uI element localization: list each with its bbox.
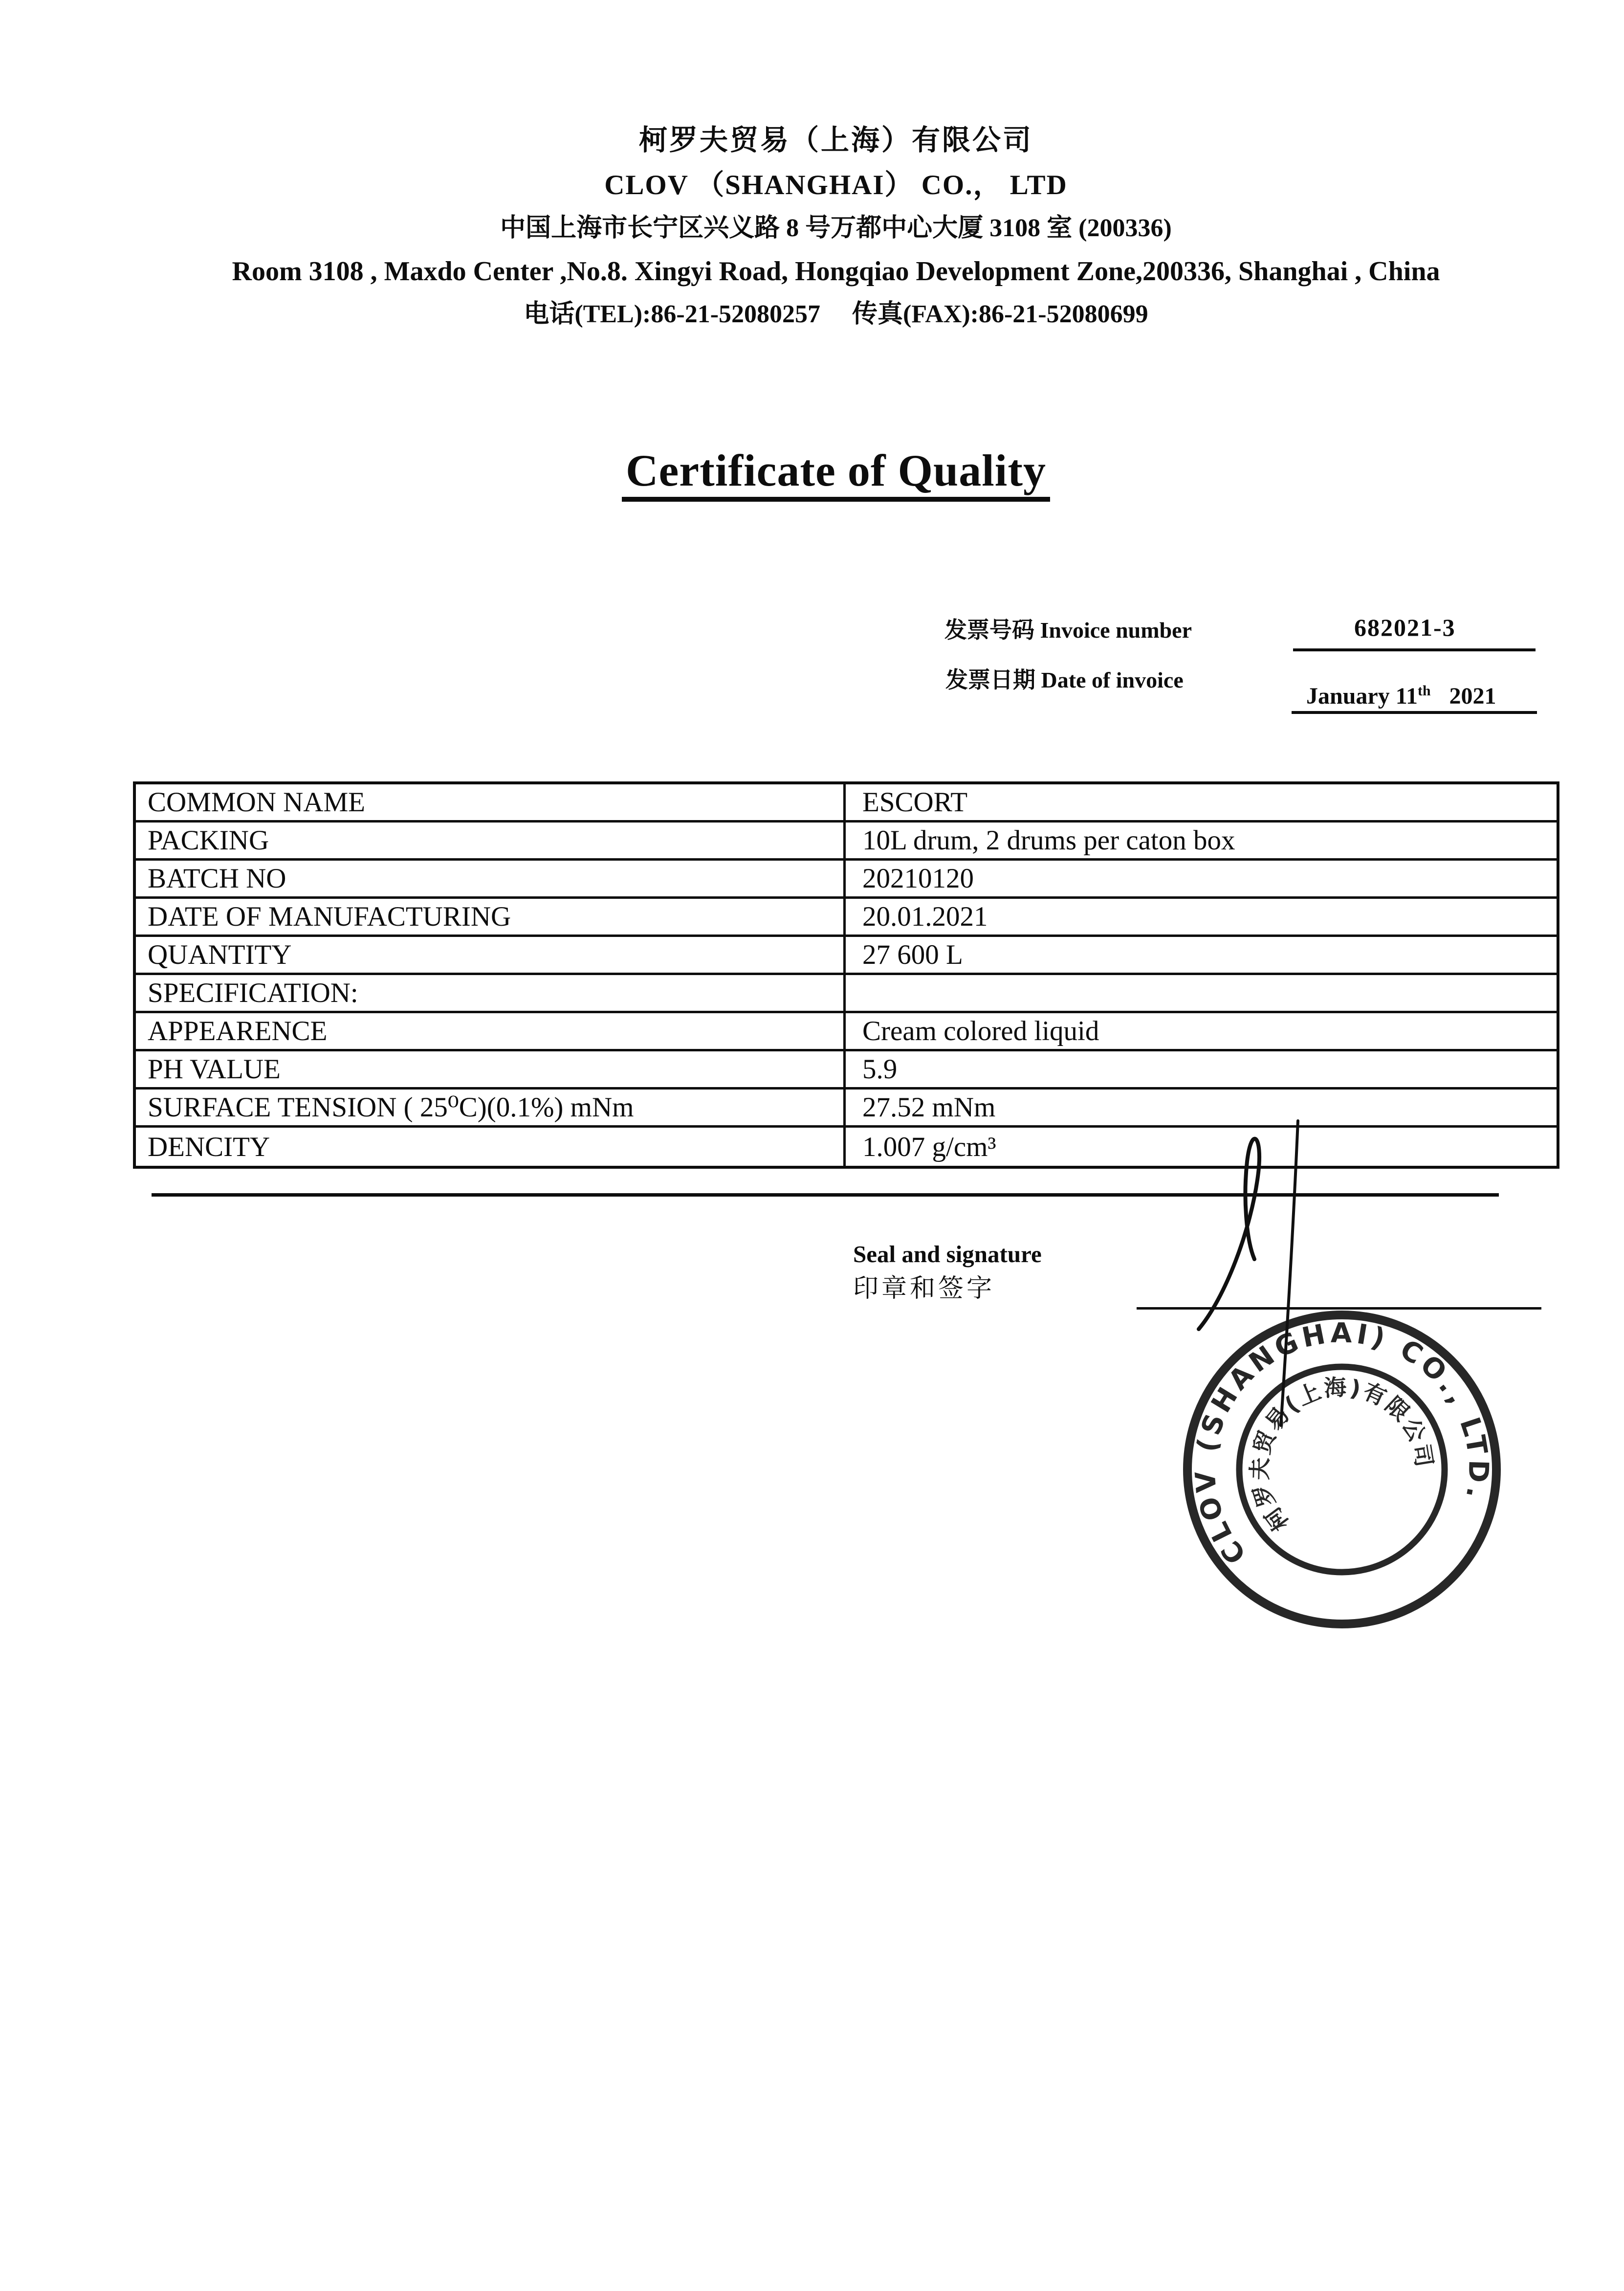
table-row [136,1051,1557,1090]
row-value: 27.52 mNm [862,1092,996,1123]
row-label: PACKING [136,823,846,858]
seal-signature-label-en: Seal and signature [853,1241,1042,1268]
row-label: COMMON NAME [136,784,846,820]
row-label: BATCH NO [136,861,846,896]
table-row [136,975,1557,1013]
table-row [136,899,1557,937]
letterhead [78,126,1594,344]
company-tel-fax: 电话(TEL):86-21-52080257 传真(FAX):86-21-52080699 [524,300,1148,328]
company-name-english: CLOV （SHANGHAI） CO.， LTD [604,170,1068,200]
company-stamp-seal [1171,1298,1513,1641]
invoice-number-value: 682021-3 [1354,614,1456,641]
invoice-date-year: 2021 [1449,683,1496,709]
table-row [136,823,1557,861]
row-value: 20.01.2021 [862,901,988,932]
row-value: 20210120 [862,863,974,894]
invoice-date-value [1306,684,1496,708]
row-label: PH VALUE [136,1051,846,1087]
company-address-chinese: 中国上海市长宁区兴义路 8 号万都中心大厦 3108 室 (200336) [500,214,1172,242]
stamp-outer-ring [1187,1315,1496,1624]
title-wrap [78,445,1594,502]
invoice-date-main: January 11 [1306,683,1418,709]
invoice-number-underline [1293,648,1536,651]
invoice-date-ordinal: th [1418,683,1431,699]
invoice-date-underline [1292,711,1537,714]
row-label: SPECIFICATION: [136,975,846,1011]
company-address-english: Room 3108 , Maxdo Center ,No.8. Xingyi Road, Hongqiao Development Zone,200336, Shanghai , China [232,256,1440,287]
row-label: DATE OF MANUFACTURING [136,899,846,934]
stamp-inner-text: 柯罗夫贸易(上海)有限公司 [1246,1373,1438,1536]
row-label: SURFACE TENSION ( 25⁰C)(0.1%) mNm [136,1090,846,1125]
row-value: 5.9 [862,1054,898,1085]
row-label: DENCITY [136,1128,846,1166]
row-value: ESCORT [862,787,968,818]
table-row [136,937,1557,975]
invoice-date-label: 发票日期 Date of invoice [945,667,1184,692]
table-row [136,1013,1557,1051]
table-row [136,861,1557,899]
page-title: Certificate of Quality [622,448,1050,502]
row-label: APPEARENCE [136,1013,846,1049]
row-value: 10L drum, 2 drums per caton box [862,825,1235,856]
row-label: QUANTITY [136,937,846,973]
row-value: 1.007 g/cm³ [862,1131,996,1162]
invoice-number-label: 发票号码 Invoice number [944,618,1192,643]
row-value [846,975,1557,1011]
svg-text:CLOV (SHANGHAI) CO., LTD. [1171,1298,1513,1641]
company-name-chinese: 柯罗夫贸易（上海）有限公司 [638,124,1033,156]
table-row [136,784,1557,823]
stamp-ring-text: CLOV (SHANGHAI) CO., LTD. [1189,1317,1494,1570]
row-value: Cream colored liquid [862,1016,1099,1046]
seal-signature-label-cn: 印章和签字 [853,1275,995,1303]
row-value: 27 600 L [862,939,963,970]
